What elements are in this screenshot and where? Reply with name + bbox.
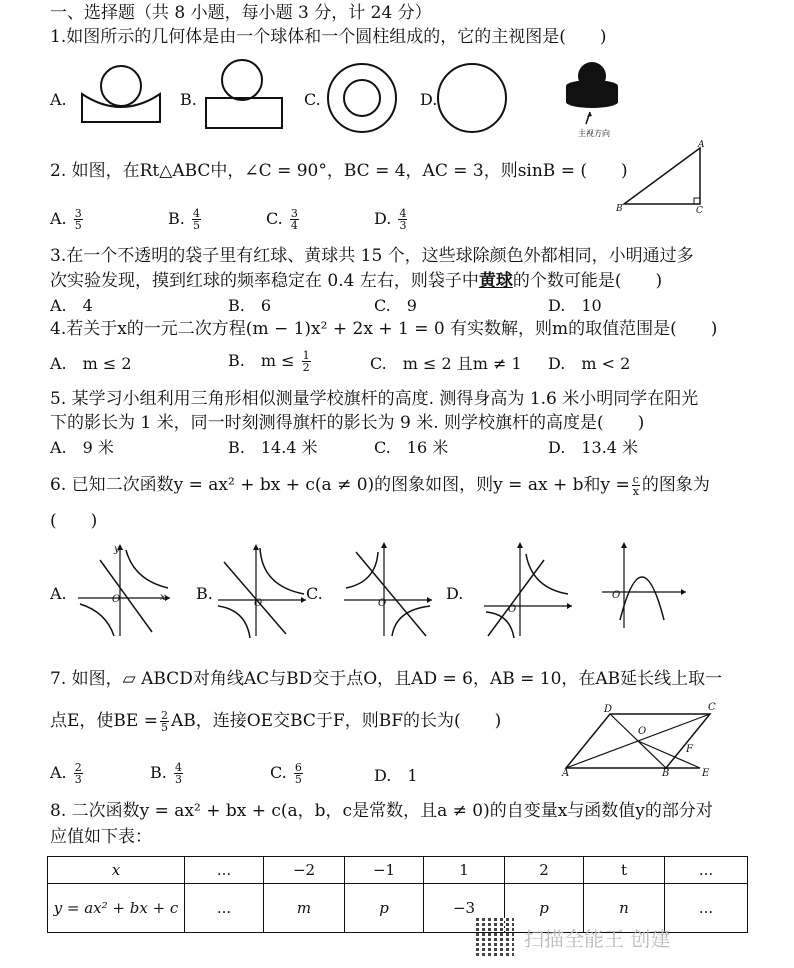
q2-option-c[interactable] (266, 208, 301, 231)
q7-option-a[interactable]: A. $\frac{2}{3}$ (50, 761, 82, 786)
q6-graph-d (480, 540, 580, 640)
q6-frac: $\frac{c}{x}$ (632, 473, 639, 498)
table-cell: p (505, 884, 584, 933)
q4-option-b-frac: $\frac{1}{2}$ (302, 349, 310, 374)
q7-frac: $\frac{2}{5}$ (160, 709, 168, 734)
q1-stem: 1.如图所示的几何体是由一个球体和一个圆柱组成的，它的主视图是( ) (50, 27, 607, 47)
q7-option-a-frac: $\frac{2}{3}$ (74, 761, 82, 786)
q6-label-d: D. (446, 584, 464, 603)
q6-origin-d: O (508, 604, 517, 615)
q7-option-c-frac: $\frac{6}{5}$ (294, 761, 302, 786)
q1-label-b: B. (180, 90, 197, 109)
q2-option-d[interactable] (374, 208, 409, 231)
q6-label-c: C. (306, 584, 323, 603)
q7-option-d[interactable]: D. 1 (374, 766, 418, 785)
table-cell: p (345, 884, 424, 933)
table-cell: ... (665, 884, 748, 933)
q6-graph-b (216, 540, 316, 640)
q7-line1: 7. 如图，▱ ABCD对角线AC与BD交于点O，且AD = 6，AB = 10，在AB延长线上取一 (50, 669, 723, 689)
q2-label-c: C (696, 206, 703, 216)
q3-line2: 次实验发现，摸到红球的频率稳定在 0.4 左右，则袋子中黄球的个数可能是( ) (50, 271, 663, 291)
q7-label-a: A (562, 768, 570, 779)
table-cell: ... (185, 857, 264, 884)
q5-line1: 5. 某学习小组利用三角形相似测量学校旗杆的高度. 测得身高为 1.6 米小明同学在阳光 (50, 389, 699, 409)
q3-line1: 3.在一个不透明的袋子里有红球、黄球共 15 个，这些球除颜色外都相同，小明通过多 (50, 246, 694, 266)
table-cell: ... (185, 884, 264, 933)
q7-label-c: C (708, 702, 716, 713)
q7-label-o: O (638, 726, 647, 737)
q4-option-a[interactable]: A. m ≤ 2 (50, 354, 132, 373)
q2-option-a-frac: $\frac{3}{5}$ (74, 207, 82, 232)
q5-option-c[interactable]: C. 16 米 (374, 438, 449, 457)
q6-line2: ( ) (50, 511, 98, 531)
q4-option-c[interactable]: C. m ≤ 2 且m ≠ 1 (370, 354, 522, 373)
table-cell: −1 (345, 857, 424, 884)
q5-option-b[interactable]: B. 14.4 米 (228, 438, 318, 457)
q5-option-d[interactable]: D. 13.4 米 (548, 438, 639, 457)
q1-view-caption: 主视方向 (578, 129, 610, 138)
table-cell: t (584, 857, 665, 884)
q3-option-a[interactable]: A. 4 (50, 296, 93, 315)
q6-stem: 6. 已知二次函数y = ax² + bx + c(a ≠ 0)的图象如图，则y = ax + b和y = $\frac{c}{x}$ 的图象为 (50, 473, 710, 498)
q6-origin-c: O (378, 598, 387, 609)
table-cell: ... (665, 857, 748, 884)
table-cell: x (48, 857, 185, 884)
q6-xaxis-a: x (160, 592, 166, 603)
q7-label-d: D (604, 704, 613, 715)
q8-line2: 应值如下表： (50, 827, 152, 847)
q4-option-d[interactable]: D. m < 2 (548, 354, 631, 373)
q2-option-a[interactable] (50, 208, 85, 231)
q2-option-a-label: A. (50, 209, 67, 228)
table-cell: y = ax² + bx + c (48, 884, 185, 933)
table-cell: −2 (264, 857, 345, 884)
q7-line2: 点E，使BE = $\frac{2}{5}$ AB，连接OE交BC于F，则BF的长为( ) (50, 709, 502, 734)
q6-graph-a (76, 540, 176, 640)
q6-graph-c (340, 540, 440, 640)
table-row (48, 857, 748, 884)
q1-figure-c (326, 60, 406, 140)
q7-option-c[interactable]: C. $\frac{6}{5}$ (270, 761, 302, 786)
table-cell: 1 (424, 857, 505, 884)
q1-figure-a (78, 58, 168, 128)
table-cell: n (584, 884, 665, 933)
q5-line2: 下的影长为 1 米，同一时刻测得旗杆的影长为 9 米. 则学校旗杆的高度是( ) (50, 413, 645, 433)
q2-triangle-figure (610, 140, 710, 220)
q1-label-a: A. (50, 90, 67, 109)
q3-option-b[interactable]: B. 6 (228, 296, 272, 315)
q7-label-f: F (686, 744, 693, 755)
q7-option-b-frac: $\frac{4}{3}$ (174, 761, 182, 786)
q2-label-b: B (616, 204, 623, 214)
q6-origin-parabola: O (612, 590, 621, 601)
q1-label-d: D. (420, 90, 438, 109)
q2-option-b[interactable] (168, 208, 203, 231)
q2-option-b-frac: $\frac{4}{5}$ (192, 207, 200, 232)
q7-parallelogram-figure (560, 700, 720, 780)
q6-label-a: A. (50, 584, 67, 603)
table-cell: −3 (424, 884, 505, 933)
q2-stem: 2. 如图，在Rt△ABC中，∠C = 90°，BC = 4，AC = 3，则sinB = ( ) (50, 161, 628, 181)
section-title: 一、选择题（共 8 小题，每小题 3 分，计 24 分） (50, 3, 432, 23)
q2-option-c-frac: $\frac{3}{4}$ (290, 207, 298, 232)
q2-option-c-label: C. (266, 209, 283, 228)
q7-label-b: B (662, 768, 670, 779)
q8-line1: 8. 二次函数y = ax² + bx + c(a，b，c是常数，且a ≠ 0)的自变量x与函数值y的部分对 (50, 801, 713, 821)
qr-code-icon (476, 918, 514, 956)
q2-option-d-frac: $\frac{4}{3}$ (399, 207, 407, 232)
q1-figure-b (200, 58, 290, 130)
scanner-watermark (476, 918, 670, 956)
q2-option-d-label: D. (374, 209, 392, 228)
q1-figure-d (436, 60, 516, 140)
q2-label-a: A (698, 140, 705, 150)
q1-label-c: C. (304, 90, 321, 109)
q6-origin-a: O (112, 594, 121, 605)
q7-label-e: E (702, 768, 710, 779)
table-cell: 2 (505, 857, 584, 884)
q4-option-b[interactable]: B. m ≤ $\frac{1}{2}$ (228, 349, 310, 374)
q6-origin-b: O (254, 598, 263, 609)
table-cell: m (264, 884, 345, 933)
q6-yaxis-a: y (114, 544, 120, 555)
q2-option-b-label: B. (168, 209, 185, 228)
q4-stem: 4.若关于x的一元二次方程(m − 1)x² + 2x + 1 = 0 有实数解，则m的取值范围是( ) (50, 319, 718, 339)
q3-option-c[interactable]: C. 9 (374, 296, 417, 315)
q3-bold-term: 黄球 (478, 271, 513, 291)
q7-option-b[interactable]: B. $\frac{4}{3}$ (150, 761, 182, 786)
q3-option-d[interactable]: D. 10 (548, 296, 602, 315)
q6-label-b: B. (196, 584, 213, 603)
q5-option-a[interactable]: A. 9 米 (50, 438, 114, 457)
watermark-text: 扫描全能王 创建 (524, 926, 671, 951)
